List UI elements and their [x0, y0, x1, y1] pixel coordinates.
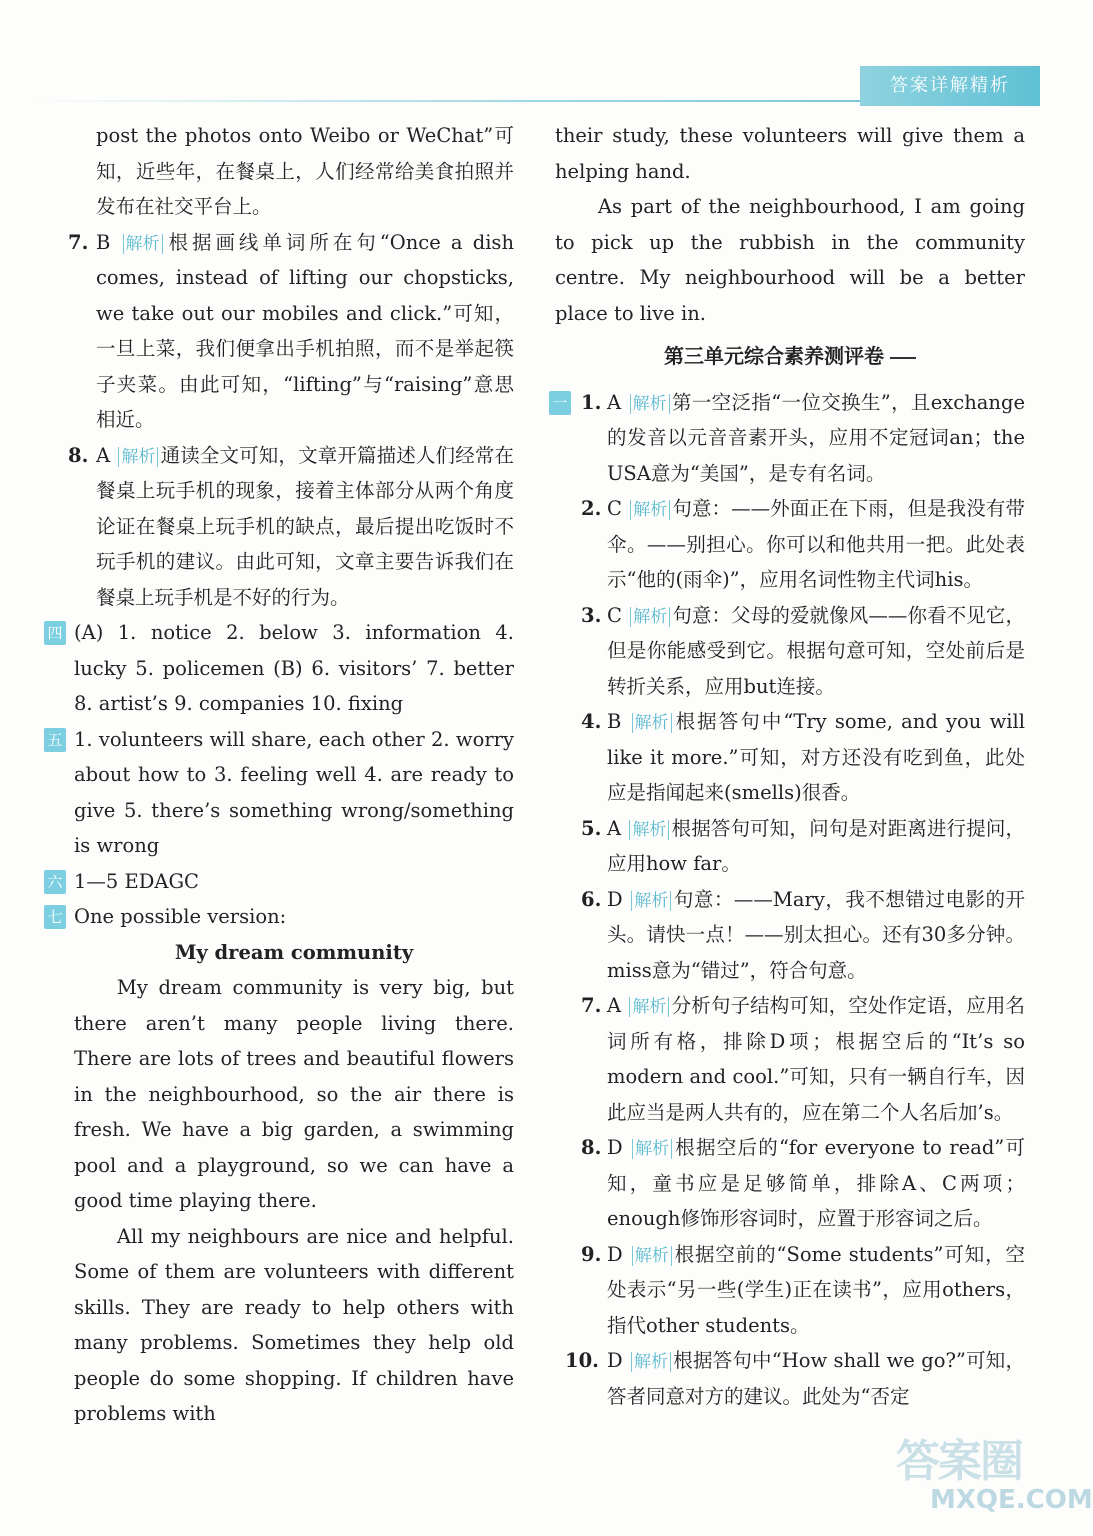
answer-item [555, 385, 1025, 492]
answer-body [555, 988, 1025, 1130]
item-number: 8. [581, 1136, 602, 1159]
analysis-text: 根据答句中“How shall we go?”可知，答者同意对方的建议。此处为“否定 [607, 1349, 1025, 1408]
analysis-tag: 解析 [630, 500, 670, 520]
analysis-tag: 解析 [629, 997, 669, 1017]
section-4 [44, 615, 514, 722]
answer-letter: A [607, 994, 622, 1017]
analysis-tag: 解析 [631, 891, 671, 911]
answer-item [555, 811, 1025, 882]
item-number: 9. [581, 1242, 602, 1266]
watermark-text: 答案圈 [896, 1436, 1022, 1487]
essay-title: My dream community [174, 940, 414, 964]
section-5 [44, 722, 514, 864]
watermark-url: MXQE.COM [930, 1485, 1093, 1515]
section-4-icon: 四 [44, 621, 66, 645]
section-7-icon: 七 [44, 905, 66, 929]
answer-letter: B [607, 710, 622, 733]
item-number: 7. [581, 994, 602, 1017]
answer-letter: D [607, 887, 623, 911]
analysis-text: 句意：——Mary，我不想错过电影的开头。请快一点！——别太担心。还有30多分钟。miss意为“错过”，符合句意。 [607, 887, 1025, 982]
answer-letter: A [607, 390, 622, 414]
section-7 [44, 899, 514, 935]
answer-body [555, 491, 1025, 598]
answer-body [555, 1343, 1025, 1414]
analysis-tag: 解析 [630, 394, 670, 414]
item-number: 6. [581, 887, 602, 911]
section-6 [44, 864, 514, 900]
item-number: 5. [581, 816, 602, 840]
section-7-text: One possible version: [74, 905, 287, 928]
answer-body [555, 1130, 1025, 1237]
analysis-tag: 解析 [632, 1246, 672, 1266]
answer-item [555, 1237, 1025, 1344]
section-5-text: 1. volunteers will share, each other 2. worry about how to 3. feeling well 4. are ready to give 5. there’s something wrong/something is wrong [74, 727, 514, 857]
answer-item [555, 882, 1025, 989]
section-5-icon: 五 [44, 728, 66, 752]
answer-item [555, 704, 1025, 811]
analysis-text: 第一空泛指“一位交换生”，且exchange的发音以元音音素开头，应用不定冠词an；the USA意为“美国”，是专有名词。 [607, 390, 1025, 485]
answer-item-7 [44, 225, 514, 438]
item-number: 7. [68, 230, 89, 254]
analysis-tag: 解析 [631, 1352, 671, 1372]
watermark-logo [890, 1425, 1093, 1530]
analysis-text: 通读全文可知，文章开篇描述人们经常在餐桌上玩手机的现象，接着主体部分从两个角度论证在餐桌上玩手机的缺点，最后提出吃饭时不玩手机的建议。由此可知，文章主要告诉我们在餐桌上玩手机是不好的行为。 [96, 443, 514, 609]
answer-letter: C [607, 603, 622, 627]
answer-letter: A [607, 816, 622, 840]
analysis-text: 句意：——外面正在下雨，但是我没有带伞。——别担心。你可以和他共用一把。此处表示“他的(雨伞)”，应用名词性物主代词his。 [607, 497, 1025, 591]
answer-body [555, 811, 1025, 882]
item-number: 1. [581, 390, 602, 414]
section-6-text: 1—5 EDAGC [74, 869, 199, 893]
header-tab: 答案详解精析 [860, 66, 1040, 106]
answer-item [555, 1130, 1025, 1237]
analysis-tag: 解析 [632, 713, 672, 733]
answer-body [555, 1237, 1025, 1344]
analysis-tag: 解析 [632, 1139, 672, 1159]
analysis-text: 根据画线单词所在句“Once a dish comes, instead of lifting our chopsticks, we take out our mobiles and click.”可知，一旦上菜，我们便拿出手机拍照，而不是举起筷子夹菜。由此可知，“lifting”与“raising”意思相近。 [96, 230, 514, 431]
answer-body [555, 598, 1025, 705]
item-number: 4. [581, 710, 602, 733]
answer-body [555, 882, 1025, 989]
item-number: 2. [581, 497, 602, 520]
section-6-icon: 六 [44, 870, 66, 894]
analysis-text: 根据空前的“Some students”可知，空处表示“另一些(学生)正在读书”，应用others，指代other students。 [607, 1242, 1026, 1337]
analysis-text: 分析句子结构可知，空处作定语，应用名词所有格，排除D项；根据空后的“It’s so modern and cool.”可知，只有一辆自行车，因此应当是两人共有的，应在第二个人名后加’s。 [607, 994, 1025, 1124]
continued-text: post the photos onto Weibo or WeChat”可知，近些年，在餐桌上，人们经常给美食拍照并发布在社交平台上。 [96, 124, 514, 218]
essay-paragraph-2: All my neighbours are nice and helpful. Some of them are volunteers with different skills. They are ready to help others with many problems. Sometimes they help old people do some shopping. If children have problems with [74, 1224, 514, 1425]
answer-letter: D [607, 1242, 623, 1266]
left-column [44, 118, 514, 1432]
answer-body [555, 704, 1025, 811]
answer-item [555, 598, 1025, 705]
header-rule [30, 100, 860, 102]
analysis-text: 根据空后的“for everyone to read”可知，童书应是足够简单，排除A、C两项；enough修饰形容词时，应置于形容词之后。 [607, 1136, 1025, 1230]
analysis-text: 句意：父母的爱就像风——你看不见它，但是你能感受到它。根据句意可知，空处前后是转折关系，应用but连接。 [607, 603, 1025, 698]
essay-continued: their study, these volunteers will give them a helping hand. [555, 124, 1025, 183]
analysis-tag: 解析 [629, 820, 669, 840]
answer-body [44, 225, 514, 438]
essay-paragraph-1: My dream community is very big, but there aren’t many people living there. There are lots of trees and beautiful flowers in the neighbourhood, so the air there is fresh. We have a big garden, a swimming pool and a playground, so we can have a good time playing there. [74, 976, 514, 1212]
section-1 [552, 385, 1026, 1415]
answer-letter: A [96, 443, 111, 467]
item-number: 10. [565, 1349, 599, 1372]
essay-paragraph-3: As part of the neighbourhood, I am going to pick up the rubbish in the community centre. My neighbourhood will be a better place to live in. [555, 195, 1025, 325]
analysis-tag: 解析 [123, 234, 163, 254]
section-1-icon: 一 [549, 391, 571, 415]
answer-item [555, 1343, 1025, 1414]
item-number: 3. [581, 603, 602, 627]
answer-item-8 [44, 438, 514, 616]
item-number: 8. [68, 443, 89, 467]
answer-item [555, 491, 1025, 598]
essay [44, 935, 514, 1432]
analysis-tag: 解析 [630, 607, 670, 627]
answer-item [555, 988, 1025, 1130]
answer-letter: B [96, 230, 111, 254]
right-column [552, 118, 1026, 1414]
analysis-text: 根据答句可知，问句是对距离进行提问，应用how far。 [607, 816, 1025, 875]
answer-letter: C [607, 497, 622, 520]
answer-list [555, 385, 1025, 1415]
answer-body [44, 438, 514, 616]
answer-letter: D [607, 1136, 623, 1159]
answer-body [555, 385, 1025, 492]
analysis-text: 根据答句中“Try some, and you will like it more.”可知，对方还没有吃到鱼，此处应是指闻起来(smells)很香。 [607, 710, 1026, 804]
unit-title: 第三单元综合素养测评卷 [555, 339, 1025, 375]
analysis-tag: 解析 [118, 447, 158, 467]
section-4-text: (A) 1. notice 2. below 3. information 4. lucky 5. policemen (B) 6. visitors’ 7. better 8. artist’s 9. companies 10. fixing [74, 621, 514, 715]
answer-letter: D [607, 1349, 623, 1372]
